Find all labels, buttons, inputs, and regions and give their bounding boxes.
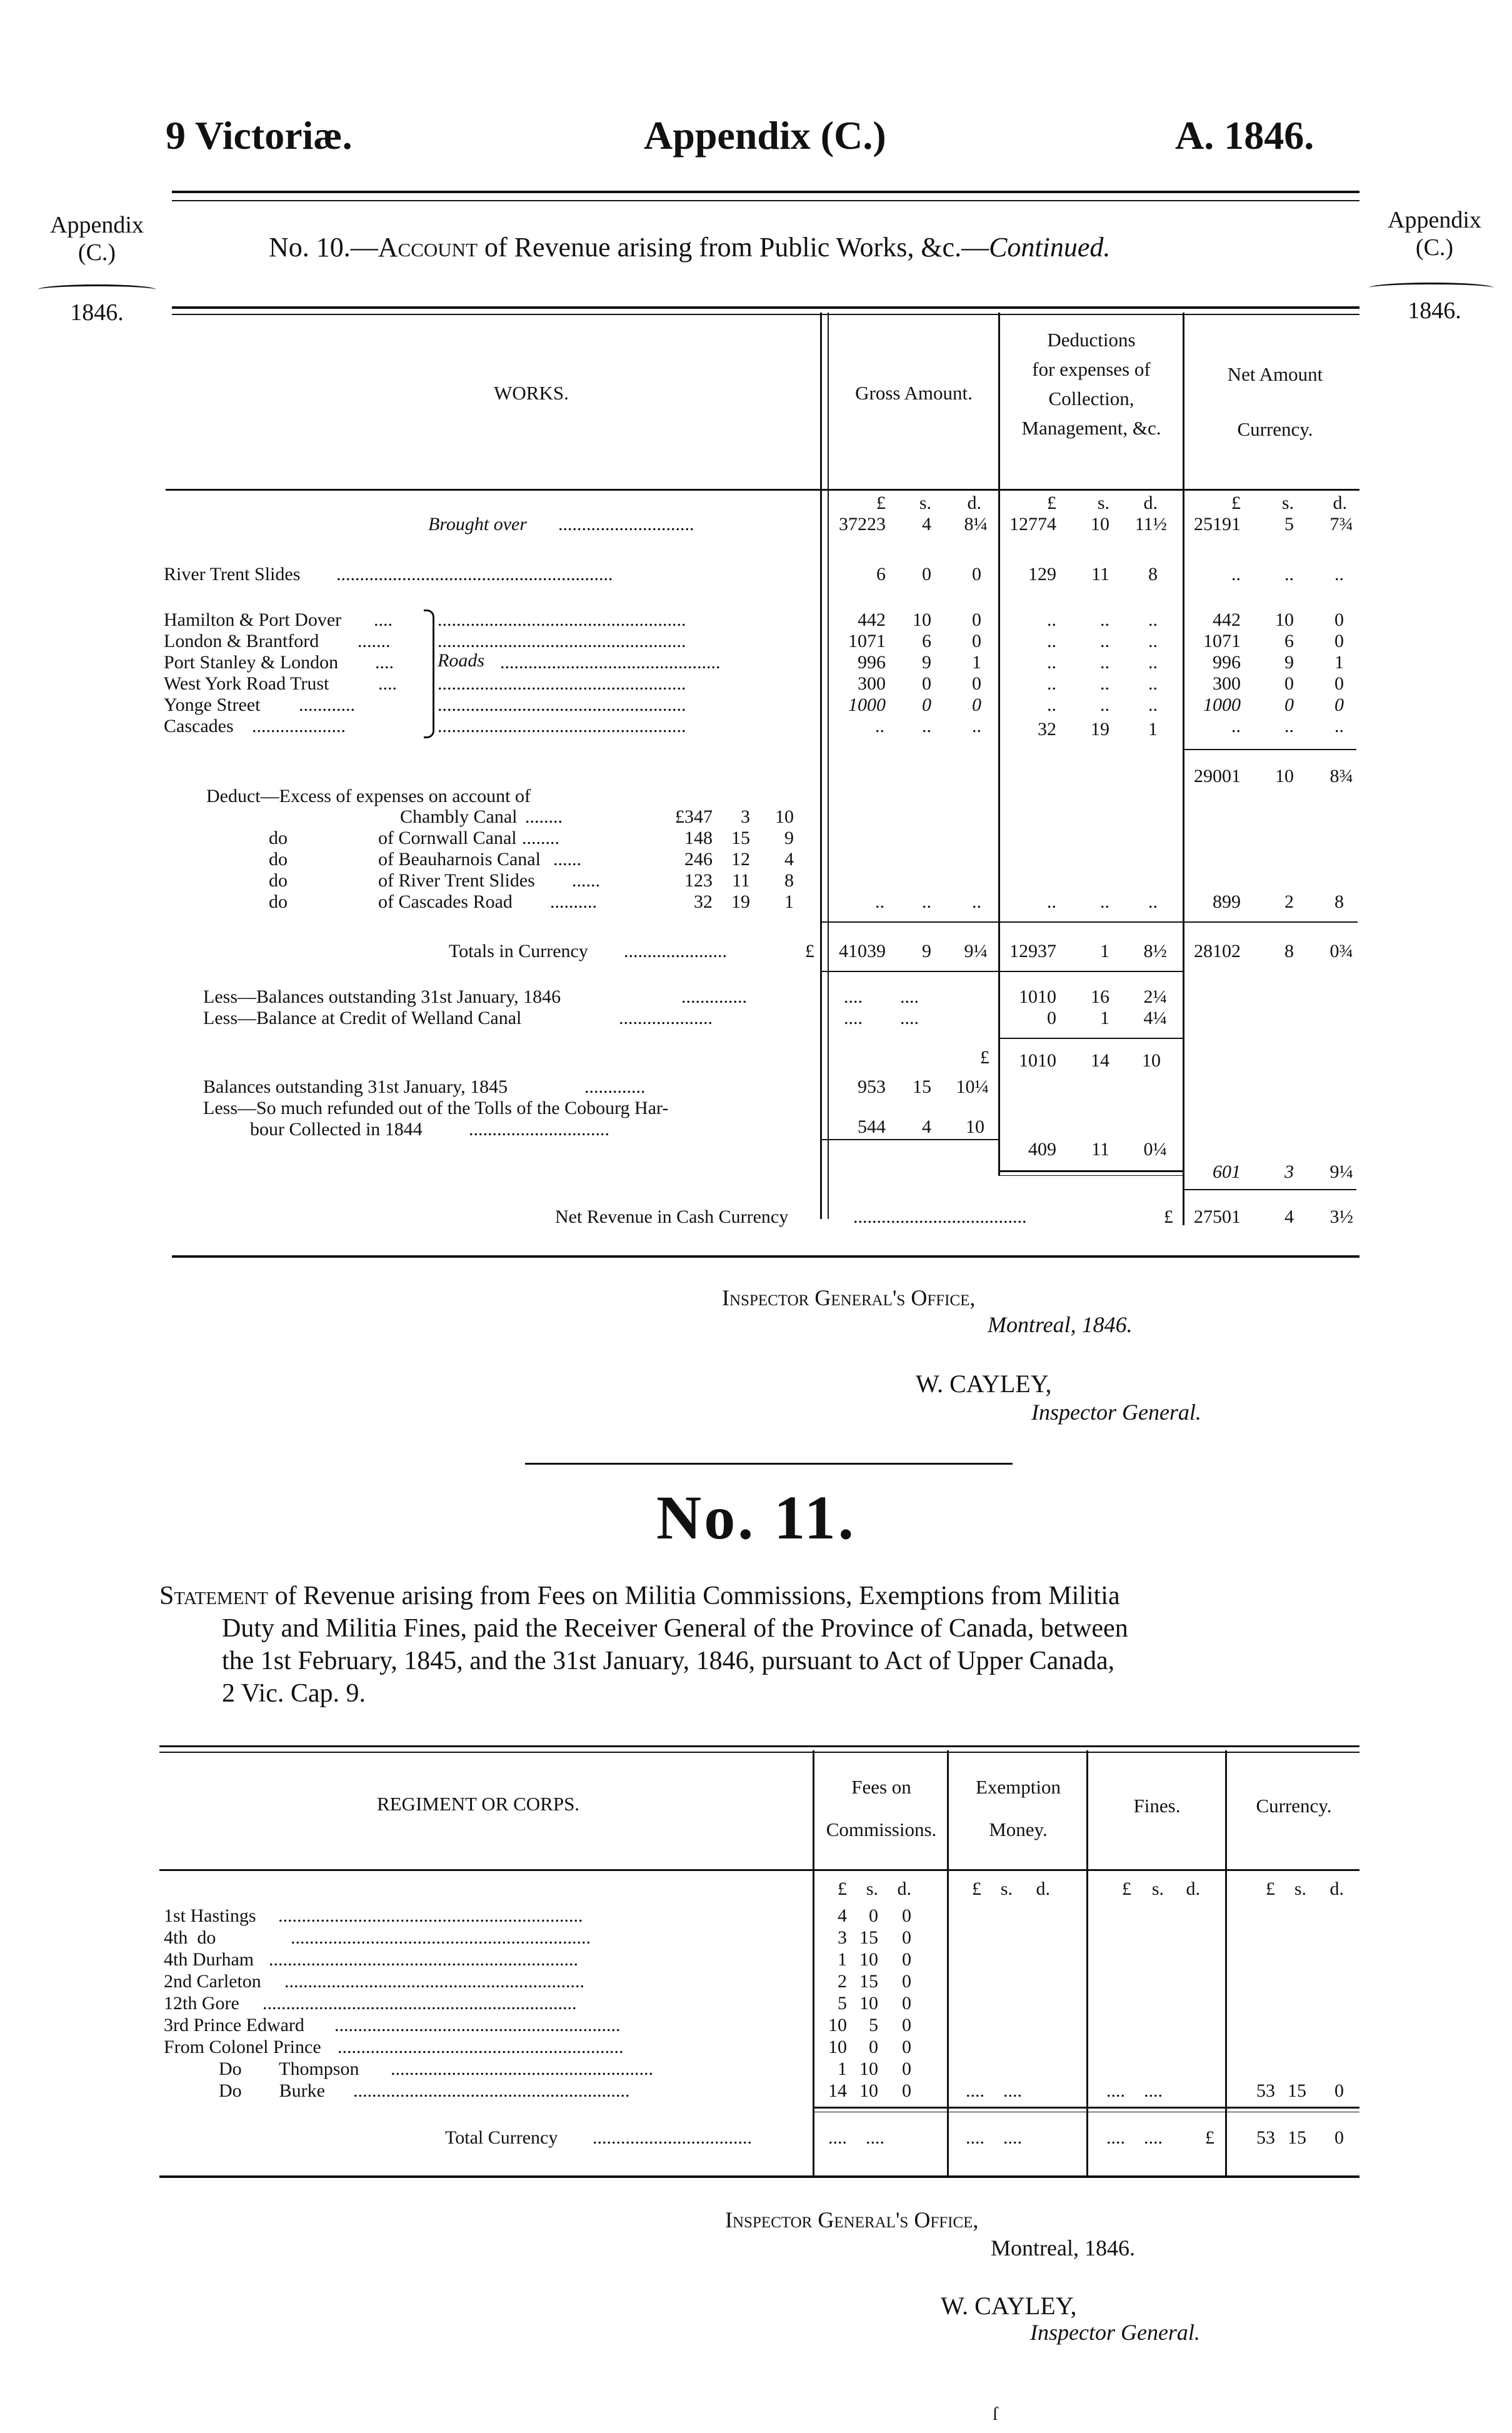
brace-right <box>1369 283 1494 293</box>
col-exemption-header: Exemption Money. <box>975 1776 1061 1840</box>
unit-pence: d. <box>1143 493 1158 513</box>
office-place: Montreal, 1846. <box>991 2235 1135 2260</box>
footer-mark: ſ <box>993 2404 998 2424</box>
col-gross-header: Gross Amount. <box>855 382 973 404</box>
col-fines-header: Fines. <box>1133 1795 1181 1817</box>
unit-pence: d. <box>967 493 981 513</box>
office-label: Inspector General's Office, <box>722 1285 976 1310</box>
col-fees-header: Fees on Commissions. <box>826 1776 937 1840</box>
side-note-right-year: 1846. <box>1408 298 1461 324</box>
signatory-name: W. CAYLEY, <box>941 2292 1077 2320</box>
office-place: Montreal, 1846. <box>988 1312 1133 1337</box>
col-currency-header: Currency. <box>1256 1795 1332 1817</box>
signatory-title: Inspector General. <box>1031 1400 1201 1425</box>
session-label: 9 Victoriæ. <box>166 113 353 158</box>
unit-pound: £ <box>1047 493 1056 513</box>
col-net-header: Net Amount Currency. <box>1227 363 1323 440</box>
unit-shilling: s. <box>1097 493 1109 513</box>
signatory-name: W. CAYLEY, <box>916 1370 1052 1398</box>
office-label: Inspector General's Office, <box>725 2207 979 2232</box>
signatory-title: Inspector General. <box>1030 2320 1200 2345</box>
statement-line-2: Duty and Militia Fines, paid the Receiver General of the Province of Canada, between <box>222 1614 1128 1643</box>
unit-pence: d. <box>1333 493 1347 513</box>
col-deductions-header: Deductions for expenses of Collection, Management, &c. <box>1021 329 1161 439</box>
year-label: A. 1846. <box>1175 113 1314 158</box>
statement-line-3: the 1st February, 1845, and the 31st January, 1846, pursuant to Act of Upper Canada, <box>222 1647 1115 1675</box>
unit-shilling: s. <box>919 493 931 513</box>
brace-left <box>38 284 156 295</box>
col-works-header: WORKS. <box>494 382 569 404</box>
side-note-left-year: 1846. <box>70 299 124 326</box>
statement-line-1: Statement of Revenue arising from Fees on Militia Commissions, Exemptions from Militia <box>159 1582 1120 1610</box>
unit-pound: £ <box>1231 493 1241 513</box>
roads-brace <box>424 610 434 738</box>
unit-shilling: s. <box>1281 493 1294 513</box>
deduct-intro: Deduct—Excess of expenses on account of <box>206 786 531 806</box>
section-heading: No. 11. <box>656 1483 856 1552</box>
unit-pound: £ <box>876 493 886 513</box>
col-regiment-header: REGIMENT OR CORPS. <box>376 1793 580 1815</box>
statement-line-4: 2 Vic. Cap. 9. <box>222 1679 366 1708</box>
document-page: 9 Victoriæ. Appendix (C.) A. 1846. Appendix (C.) 1846. Appendix (C.) 1846. No. 10.—Account of Revenue arising from Public Works, &c.—Continued. WORKS. Gross Amount. Deductions for expenses of Collection, Management, &c. Net Amount Currency. £ s. d. £ s. d. £ s. d. Brought over ............................. 37223 4 8¼ 12774 10 11½ 25191 5 7¾ River Trent Slides ........................................................... 6 0 0 129 11 8 .. .. .. Roads Hamilton & Port Dover .... ..................................................... 442 10 0 .. .. .. 442 10 0 London & Brantford ....... ..................................................... 1071 6 0 .. .. .. 1071 6 0 Port Stanley & London .... ............................................... 996 9 1 .. .. .. 996 9 1 West York Road Trust .... ..................................................... 300 0 0 .. .. .. 300 0 0 Yonge Street ............ ..................................................... 1000 0 0 .. .. .. 1000 0 0 Cascades .................... ..................................................... .. .. .. 32 19 1 .. .. .. 29001 10 8¾ Deduct—Excess of expenses on account of Chambly Canal ........ £347 3 10 do of Cornwall Canal ........ 148 15 9 do of Beauharnois Canal ...... 246 12 4 do of River Trent Slides ...... 123 11 8 do of Cascades Road .......... 32 19 1 .. .. .. .. .. .. 899 2 8 Totals in Currency ...................... £ 41039 9 9¼ 12937 1 8½ 28102 8 0¾ Less—Balances outstanding 31st January, 1846 .............. .... .... 1010 16 2¼ Less—Balance at Credit of Welland Canal .................... .... .... 0 1 4¼ £ 1010 14 10 Balances outstanding 31st January, 1845 ............. 953 15 10¼ Less—So much refunded out of the Tolls of the Cobourg Har- bour Collected in 1844 .............................. 544 4 10 409 11 0¼ 601 3 9¼ Net Revenue in Cash Currency ..................................... £ 27501 4 3½ Inspector General's Office, Montreal, 1846. W. CAYLEY, Inspector General. No. 11. Statement of Revenue arising from Fees on Militia Commissions, Exemptions from Militia Duty and Militia Fines, paid the Receiver General of the Province of Canada, between the 1st February, 1845, and the 31st January, 1846, pursuant to Act of Upper Canada, 2 Vic. Cap. 9. REGIMENT OR CORPS. Fees on Commissions. Exemption Money. Fines. Currency. £ s. d. £ s. d. £ s. d. £ s. d. 1st Hastings ................................................................. 4 0 0 4th do ................................................................ 3 15 0 4th Durham .................................................................. 1 10 0 2nd Carleton ................................................................ 2 15 0 12th Gore ................................................................... 5 10 0 3rd Prince Edward ............................................................. 10 5 0 From Colonel Prince ............................................................. 10 0 0 Do Thompson ........................................................ 1 10 0 Do Burke ........................................................... 14 10 0 .... .... .... .... 53 15 0 Total Currency .................................. .... .... .... .... .... .... £ 53 15 0 Inspector General's Office, Montreal, 1846. W. CAYLEY, Inspector General. ſ <box>0 0 1512 2433</box>
side-note-right: Appendix (C.) <box>1388 207 1481 261</box>
appendix-label: Appendix (C.) <box>644 113 886 158</box>
roads-label: Roads <box>438 650 484 671</box>
table10-caption: No. 10.—Account of Revenue arising from Public Works, &c.—Continued. <box>269 232 1111 263</box>
side-note-left: Appendix (C.) <box>50 212 144 266</box>
